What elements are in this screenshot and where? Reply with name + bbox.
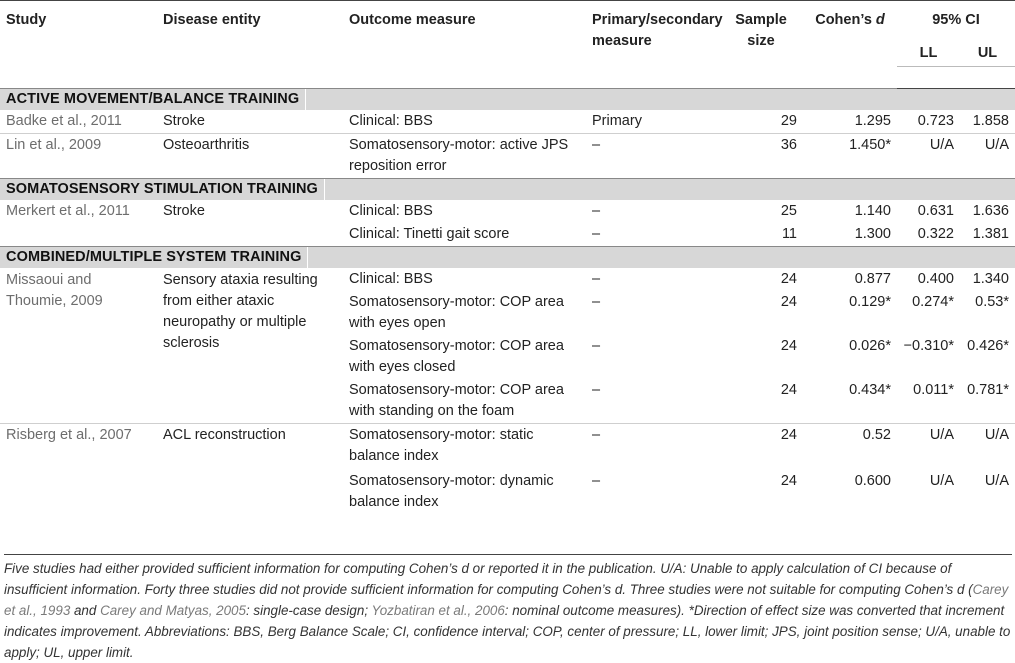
ci-lower-cell: U/A — [897, 134, 960, 179]
study-cell-text: Missaoui and Thoumie, 2009 — [6, 272, 103, 309]
disease-cell — [157, 223, 343, 247]
section-header-cell — [0, 89, 1015, 111]
table-row — [0, 134, 1015, 179]
study-cell: Badke et al., 2011 — [6, 113, 122, 129]
ci-lower-cell: 0.400 — [917, 271, 954, 287]
cohens-d-cell: 0.877 — [854, 271, 891, 287]
ci-upper-cell: 1.858 — [972, 113, 1009, 129]
primary-cell: – — [592, 338, 601, 354]
study-cell: Merkert et al., 2011 — [6, 203, 130, 219]
cohens-d-cell: 0.600 — [854, 472, 891, 489]
ci-lower-cell: 0.011* — [913, 382, 954, 398]
table-row — [0, 110, 1015, 134]
study-cell — [0, 379, 157, 424]
outcome-cell: Somatosensory-motor: COP area with eyes open — [349, 294, 564, 331]
study-cell: Risberg et al., 2007 — [0, 424, 157, 470]
section-header-cell — [0, 179, 1015, 201]
disease-cell: Osteoarthritis — [157, 134, 343, 179]
ci-upper-cell: U/A — [960, 134, 1015, 179]
footnote-citation-yozbatiran-2006[interactable]: Yozbatiran et al., 2006 — [371, 603, 505, 618]
section-header-row — [0, 89, 1015, 111]
sample-size-cell: 29 — [780, 113, 797, 129]
ci-lower-cell: 0.631 — [917, 203, 954, 219]
study-cell: Lin et al., 2009 — [0, 134, 157, 179]
header-sample-line2: size — [747, 33, 775, 49]
footnote-text-2: : single-case design; — [245, 603, 372, 618]
ci-lower-cell: 0.723 — [917, 113, 954, 129]
sample-size-cell: 24 — [780, 294, 797, 310]
disease-cell — [157, 470, 343, 514]
sample-size-cell: 24 — [719, 424, 803, 470]
study-cell — [0, 268, 157, 309]
outcome-cell: Clinical: BBS — [349, 271, 433, 287]
primary-cell: – — [592, 226, 601, 242]
header-primary — [586, 1, 723, 89]
outcome-cell: Somatosensory-motor: dynamic balance index — [349, 472, 554, 510]
footnote-citation-carey-1993[interactable]: Carey et al., 1993 — [4, 582, 1009, 618]
outcome-cell: Somatosensory-motor: static balance index — [343, 424, 586, 470]
ci-upper-cell: 0.426* — [967, 338, 1009, 354]
table-row — [0, 379, 1015, 424]
header-primary-line1: Primary/secondary — [592, 12, 723, 28]
cohens-d-cell: 1.300 — [854, 226, 891, 242]
table-row — [0, 470, 1015, 514]
header-sample — [719, 1, 803, 89]
ci-upper-cell: 0.53* — [975, 294, 1009, 310]
ci-lower-cell: 0.322 — [917, 226, 954, 242]
header-outcome: Outcome measure — [343, 1, 586, 89]
footnote-citation-carey-matyas-2005[interactable]: Carey and Matyas, 2005 — [100, 603, 246, 618]
table-header — [0, 1, 1015, 89]
cohens-d-cell: 0.434* — [849, 382, 891, 398]
table-row — [0, 268, 1015, 291]
footnote-text-1: Five studies had either provided sufficient information for computing Cohen’s d or reported it in the publication. U/A: Unable to apply calculation of CI because of insufficient information. Forty three studies did not provide sufficient information for computing Cohen’s d. Three studies were not suitable for computing Cohen’s d ( — [4, 561, 973, 597]
section-title: ACTIVE MOVEMENT/BALANCE TRAINING — [6, 89, 306, 110]
section-title: COMBINED/MULTIPLE SYSTEM TRAINING — [6, 247, 308, 268]
footnote-text-3: : nominal outcome measures). *Direction of effect size was converted that increment indicates improvement. Abbreviations: BBS, Berg Balance Scale; CI, confidence interval; COP, center of pressure; LL, lower limit; JPS, joint position sense; U/A, unable to apply; UL, upper limit. — [4, 603, 1011, 660]
primary-cell: – — [592, 271, 601, 287]
header-disease: Disease entity — [157, 1, 343, 89]
table-body — [0, 89, 1015, 514]
ci-upper-cell: 1.636 — [972, 203, 1009, 219]
cohens-d-cell: 0.52 — [803, 424, 897, 470]
primary-cell: – — [592, 382, 601, 398]
sample-size-cell: 11 — [781, 226, 797, 242]
table-footnote — [4, 554, 1012, 663]
cohens-d-cell: 1.295 — [854, 113, 891, 129]
sample-size-cell: 36 — [719, 134, 803, 179]
sample-size-cell: 24 — [780, 338, 797, 354]
header-primary-line2: measure — [592, 33, 652, 49]
sample-size-cell: 24 — [780, 382, 797, 398]
cohens-d-cell: 1.140 — [854, 203, 891, 219]
primary-cell: – — [592, 472, 601, 489]
sample-size-cell: 24 — [780, 472, 797, 489]
sample-size-cell: 24 — [780, 271, 797, 287]
disease-cell: ACL reconstruction — [157, 424, 343, 470]
section-title: SOMATOSENSORY STIMULATION TRAINING — [6, 179, 325, 200]
header-cohen-d: d — [875, 12, 885, 28]
cohens-d-cell: 0.026* — [849, 338, 891, 354]
primary-cell: – — [586, 424, 719, 470]
outcome-cell: Clinical: BBS — [349, 113, 433, 129]
header-ll: LL — [897, 43, 960, 65]
ci-upper-cell: U/A — [984, 472, 1009, 489]
primary-cell: – — [592, 203, 601, 219]
ci-upper-cell: 1.381 — [972, 226, 1009, 242]
ci-lower-cell: 0.274* — [912, 294, 954, 310]
cohens-d-cell: 1.450* — [803, 134, 897, 179]
sample-size-cell: 25 — [780, 203, 797, 219]
disease-cell-text: Sensory ataxia resulting from either ataxic neuropathy or multiple sclerosis — [163, 272, 318, 351]
outcome-cell: Somatosensory-motor: COP area with standing on the foam — [349, 382, 564, 419]
outcome-cell: Somatosensory-motor: active JPS reposition error — [343, 134, 586, 179]
disease-cell: Stroke — [163, 203, 205, 219]
table-row — [0, 424, 1015, 470]
primary-cell: – — [586, 134, 719, 179]
section-header-cell — [0, 247, 1015, 269]
ci-upper-cell: 1.340 — [972, 271, 1009, 287]
study-cell — [0, 335, 157, 379]
study-cell — [0, 470, 157, 514]
primary-cell: – — [592, 294, 601, 310]
primary-cell: Primary — [592, 113, 642, 129]
header-sample-line1: Sample — [735, 12, 787, 28]
ci-lower-cell: U/A — [929, 472, 954, 489]
ci-lower-cell: −0.310* — [903, 338, 954, 354]
header-ul: UL — [960, 43, 1015, 65]
header-study: Study — [0, 1, 157, 89]
header-cohen — [803, 1, 897, 89]
ci-upper-cell: 0.781* — [967, 382, 1009, 398]
disease-cell — [157, 268, 343, 351]
outcome-cell: Somatosensory-motor: COP area with eyes closed — [349, 338, 564, 375]
disease-cell: Stroke — [163, 113, 205, 129]
header-ci: 95% CI — [897, 1, 1015, 67]
table-row — [0, 335, 1015, 379]
outcome-cell: Clinical: Tinetti gait score — [349, 226, 510, 242]
study-cell — [0, 223, 157, 247]
section-header-row — [0, 179, 1015, 201]
ci-lower-cell: U/A — [897, 424, 960, 470]
table-row — [0, 223, 1015, 247]
outcome-cell: Clinical: BBS — [349, 203, 433, 219]
header-cohen-prefix: Cohen’s — [815, 12, 876, 28]
cohens-d-cell: 0.129* — [849, 294, 891, 310]
disease-cell — [157, 379, 343, 424]
section-header-row — [0, 247, 1015, 269]
table-row — [0, 200, 1015, 223]
ci-upper-cell: U/A — [960, 424, 1015, 470]
footnote-and: and — [70, 603, 101, 618]
